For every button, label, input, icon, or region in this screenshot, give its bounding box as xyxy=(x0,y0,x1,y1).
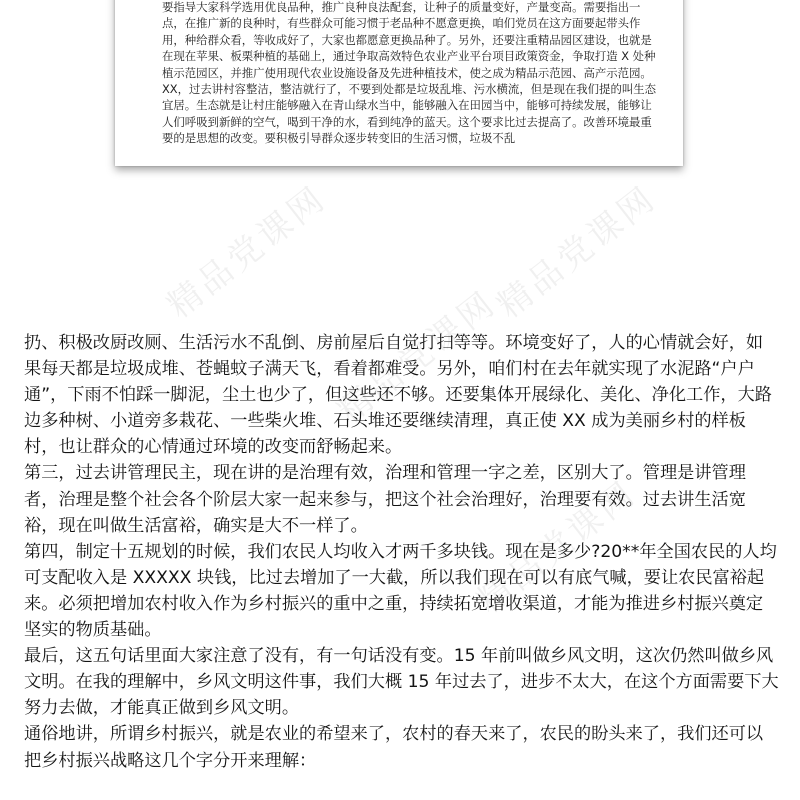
watermark: 精品党课网 xyxy=(469,473,645,622)
watermark: 精品党课网 xyxy=(489,178,665,327)
body-paragraph: 扔、积极改厨改厕、生活污水不乱倒、房前屋后自觉打扫等等。环境变好了，人的心情就会好，如果每天都是垃圾成堆、苍蝇蚊子满天飞，看着都难受。另外，咱们村在去年就实现了水泥路“户户通”，下雨不怕踩一脚泥，尘土也少了，但这些还不够。还要集体开展绿化、美化、净化工作，大路边多种树、小道旁多栽花、一些柴火堆、石头堆还要继续清理，真正使 XX 成为美丽乡村的样板村，也让群众的心情通过环境的改变而舒畅起来。 xyxy=(24,333,772,458)
page-preview-card xyxy=(115,0,683,166)
watermark: 精品党课网 xyxy=(329,283,505,432)
body-paragraph: 通俗地讲，所谓乡村振兴，就是农业的希望来了，农村的春天来了，农民的盼头来了，我们还可以把乡村振兴战略这几个字分开来理解： xyxy=(24,724,764,771)
preview-text xyxy=(162,0,658,147)
preview-paragraph: 要指导大家科学选用优良品种，推广良种良法配套，让种子的质量变好，产量变高。需要指出一点，在推广新的良种时，有些群众可能习惯于老品种不愿意更换，咱们党员在这方面要起带头作用，种给群众看，等收成好了，大家也都愿意更换品种了。另外，还要注重精品园区建设，也就是在现在苹果、板栗种植的基础上，通过争取高效特色农业产业平台项目政策资金，争取打造 X 处种植示范园区，并推广使用现代农业设施设备及先进种植技术，使之成为精品示范园、高产示范园。 xyxy=(162,0,656,80)
body-paragraph: 第三，过去讲管理民主，现在讲的是治理有效，治理和管理一字之差，区别大了。管理是讲管理者，治理是整个社会各个阶层大家一起来参与，把这个社会治理好，治理要有效。过去讲生活宽裕，现在叫做生活富裕，确实是大不一样了。 xyxy=(24,463,746,536)
body-paragraph: 第四，制定十五规划的时候，我们农民人均收入才两千多块钱。现在是多少?20**年全国农民的人均可支配收入是 XXXXX 块钱，比过去增加了一大截，所以我们现在可以有底气喊，要让农民富裕起来。必须把增加农村收入作为乡村振兴的重中之重，持续拓宽增收渠道，才能为推进乡村振兴奠定坚实的物质基础。 xyxy=(24,541,777,641)
preview-paragraph: XX，过去讲村容整洁，整洁就行了，不要到处都是垃圾乱堆、污水横流，但是现在我们提的叫生态宜居。生态就是让村庄能够融入在青山绿水当中，能够融入在田园当中，能够可持续发展，能够让人们呼吸到新鲜的空气，喝到干净的水，看到纯净的蓝天。这个要求比过去提高了。改善环境最重要的是思想的改变。要积极引导群众逐步转变旧的生活习惯，垃圾不乱 xyxy=(162,82,657,146)
document-body xyxy=(24,330,780,774)
watermark: 精品党课网 xyxy=(159,178,335,327)
body-paragraph: 最后，这五句话里面大家注意了没有，有一句话没有变。15 年前叫做乡风文明，这次仍然叫做乡风文明。在我的理解中，乡风文明这件事，我们大概 15 年过去了，进步不太大，在这个方面需要下大努力去做，才能真正做到乡风文明。 xyxy=(24,646,779,719)
